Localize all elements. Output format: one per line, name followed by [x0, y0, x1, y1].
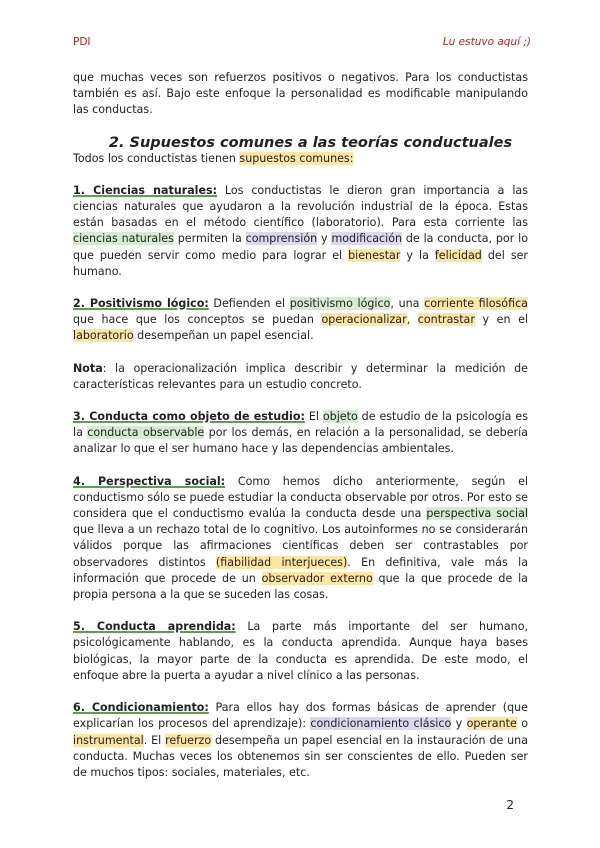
highlight: modificación	[331, 232, 403, 246]
item-label: 3. Conducta como objeto de estudio:	[73, 410, 305, 424]
highlight: comprensión	[245, 232, 318, 246]
text: que la que procede de la propia persona a la que se suceden las cosas.	[73, 571, 528, 602]
item-label: 5. Conducta aprendida:	[73, 620, 236, 634]
text: . En definitiva, vale más la información que procede de un	[73, 555, 528, 585]
text: ,	[406, 313, 418, 327]
document-body	[73, 70, 528, 781]
lead-paragraph	[73, 151, 528, 167]
highlight: corriente filosófica	[424, 297, 528, 311]
highlight: perspectiva social	[426, 507, 528, 521]
text: desempeña un papel esencial en la instauración de una conducta. Muchas veces los obtenemos sin ser conscientes de ello. Pueden ser de muchos tipos: sociales, materiales, etc.	[73, 733, 529, 779]
text: y la	[400, 248, 435, 262]
text: Los conductistas le dieron gran importancia a las ciencias naturales que ayudaron a la revolución industrial de la época. Estas están basadas en el método científico (laboratorio). Para esta corriente las	[73, 183, 528, 230]
text: Para ellos hay dos formas básicas de aprender (que explicarían los procesos del aprendizaje):	[73, 701, 528, 731]
item-label: 4. Perspectiva social:	[73, 474, 226, 488]
highlight: bienestar	[348, 248, 401, 262]
item-label: 6. Condicionamiento:	[73, 701, 209, 715]
text: que hace que los conceptos se puedan	[73, 313, 322, 327]
intro-paragraph: que muchas veces son refuerzos positivos o negativos. Para los conductistas también es así. Bajo este enfoque la personalidad es modificable manipulando las conductas.	[73, 71, 528, 117]
note-label: Nota	[73, 361, 103, 375]
text: del ser humano.	[73, 248, 528, 278]
paragraph-ciencias-naturales	[73, 183, 528, 280]
text: o	[516, 717, 528, 731]
paragraph-conducta-aprendida	[73, 619, 528, 684]
text: y en el	[474, 313, 528, 327]
paragraph-condicionamiento	[73, 700, 528, 781]
text: que lleva a un rechazo total de lo cognitivo. Los autoinformes no se considerarán válidos porque las afirmaciones científicas deben ser contrastables por observadores distintos	[73, 523, 528, 569]
text: de estudio de la psicología es la	[73, 410, 528, 440]
paragraph-perspectiva-social	[73, 474, 528, 604]
text: y	[317, 232, 332, 246]
text: La parte más importante del ser humano, psicológicamente hablando, es la conducta aprendida. Aunque haya bases biológicas, la mayor parte de la conducta es aprendida. De este modo, el enfoque abre la puerta a ayudar a nivel clínico a las personas.	[73, 620, 529, 682]
highlight: supuestos comunes:	[239, 151, 354, 165]
text: Como hemos dicho anteriormente, según el conductismo sólo se puede estudiar la conducta observable por otros. Por esto se considera que el conductismo evalúa la conducta desde una	[73, 474, 528, 521]
note-text: : la operacionalización implica describir y determinar la medición de características relevantes para un estudio concreto.	[73, 361, 528, 391]
item-label: 1. Ciencias naturales:	[73, 183, 218, 197]
highlight: ciencias naturales	[73, 232, 174, 246]
text: de la conducta, por lo que pueden servir como medio para lograr el	[73, 232, 528, 262]
highlight: operante	[466, 717, 517, 731]
text: y	[451, 717, 467, 731]
highlight: laboratorio	[73, 329, 134, 343]
highlight: conducta observable	[87, 426, 205, 440]
paragraph-positivismo-logico	[73, 296, 528, 345]
text: Defienden el	[208, 297, 290, 311]
text: por los demás, en relación a la personalidad, se debería analizar lo que el ser humano hace y las dependencias ambientales.	[73, 426, 528, 456]
highlight: condicionamiento clásico	[310, 717, 452, 731]
highlight: operacionalizar	[321, 313, 407, 327]
page-number: 2	[506, 798, 514, 812]
text: . El	[143, 733, 166, 747]
paragraph-nota	[73, 361, 528, 393]
header-right: Lu estuvo aquí ;)	[442, 36, 531, 48]
item-label: 2. Positivismo lógico:	[73, 297, 209, 311]
text: permiten la	[173, 232, 246, 246]
section-title: 2. Supuestos comunes a las teorías conductuales	[108, 134, 513, 151]
highlight: positivismo lógico	[289, 297, 391, 311]
text: desempeñan un papel esencial.	[133, 329, 314, 343]
paragraph-conducta-objeto	[73, 409, 528, 458]
highlight: objeto	[322, 410, 358, 424]
lead-text: Todos los conductistas tienen	[73, 151, 240, 165]
highlight: instrumental	[73, 733, 144, 747]
highlight: refuerzo	[165, 733, 212, 747]
header-left: PDI	[73, 36, 91, 48]
highlight: felicidad	[434, 248, 482, 262]
text: El	[304, 410, 323, 424]
highlight: contrastar	[417, 313, 475, 327]
highlight: (fiabilidad interjueces)	[215, 555, 348, 569]
text: , una	[390, 297, 425, 311]
highlight: observador externo	[261, 571, 373, 585]
